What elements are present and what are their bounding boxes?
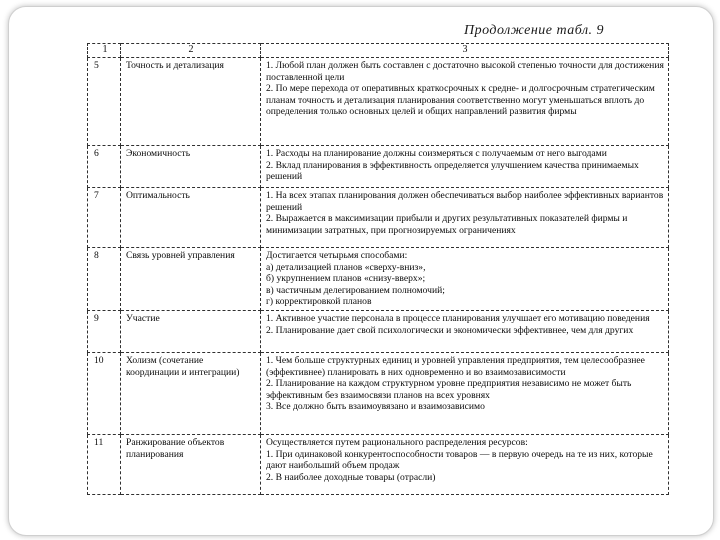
- principle-description: 1. Чем больше структурных единиц и уровней управления предприятия, тем целесообразнее (эффективнее) планировать в них одновременно и во взаимозависимости 2. Планирование на каждом структурном уровне предприятия независимо не может быть эффективным без взаимосвязи планов на всех уровнях 3. Все должно быть взаимоувязано и взаимозависимо: [261, 352, 669, 434]
- table-row: [88, 188, 669, 248]
- table-row: [88, 248, 669, 311]
- principle-name: Связь уровней управления: [121, 248, 261, 311]
- principle-name: Участие: [121, 310, 261, 352]
- table-row: [88, 310, 669, 352]
- table-row: [88, 58, 669, 146]
- principle-name: Оптимальность: [121, 188, 261, 248]
- principle-description: 1. Любой план должен быть составлен с достаточно высокой степенью точности для достижения поставленной цели 2. По мере перехода от оперативных краткосрочных к средне- и долгосрочным стратегическим планам точность и детализация планирования соответственно могут уменьшаться вплоть до определения только основных целей и общих направлений развития фирмы: [261, 58, 669, 146]
- row-number: 11: [88, 434, 121, 494]
- row-number: 7: [88, 188, 121, 248]
- slide-frame: [8, 6, 714, 536]
- scanned-table-page: [87, 43, 669, 507]
- principle-description: Достигается четырьмя способами: а) детализацией планов «сверху-вниз», б) укрупнением планов «снизу-вверх»; в) частичным делегированием полномочий; г) корректировкой планов: [261, 248, 669, 311]
- principle-name: Точность и детализация: [121, 58, 261, 146]
- table-header-row: [88, 44, 669, 58]
- table-row: [88, 146, 669, 188]
- header-col-3: 3: [261, 44, 669, 58]
- principle-description: 1. Активное участие персонала в процессе планирования улучшает его мотивацию поведения 2. Планирование дает свой психологически и экономически эффективнее, чем для других: [261, 310, 669, 352]
- principle-name: Холизм (сочетание координации и интеграции): [121, 352, 261, 434]
- row-number: 10: [88, 352, 121, 434]
- table-row: [88, 434, 669, 494]
- principle-description: 1. Расходы на планирование должны соизмеряться с получаемым от него выгодами 2. Вклад планирования в эффективность определяется улучшением качества принимаемых решений: [261, 146, 669, 188]
- table-row: [88, 352, 669, 434]
- header-col-2: 2: [121, 44, 261, 58]
- row-number: 8: [88, 248, 121, 311]
- header-col-1: 1: [88, 44, 121, 58]
- principle-name: Ранжирование объектов планирования: [121, 434, 261, 494]
- row-number: 6: [88, 146, 121, 188]
- row-number: 5: [88, 58, 121, 146]
- row-number: 9: [88, 310, 121, 352]
- principle-description: 1. На всех этапах планирования должен обеспечиваться выбор наиболее эффективных вариантов решений 2. Выражается в максимизации прибыли и других результативных показателей фирмы и минимизации затратных, при прогнозируемых ограничениях: [261, 188, 669, 248]
- principle-description: Осуществляется путем рационального распределения ресурсов: 1. При одинаковой конкурентоспособности товаров — в первую очередь на те из них, которые дают наибольший объем продаж 2. В наиболее доходные товары (отрасли): [261, 434, 669, 494]
- principles-table: [87, 43, 669, 495]
- table-continuation-caption: Продолжение табл. 9: [464, 23, 605, 38]
- principle-name: Экономичность: [121, 146, 261, 188]
